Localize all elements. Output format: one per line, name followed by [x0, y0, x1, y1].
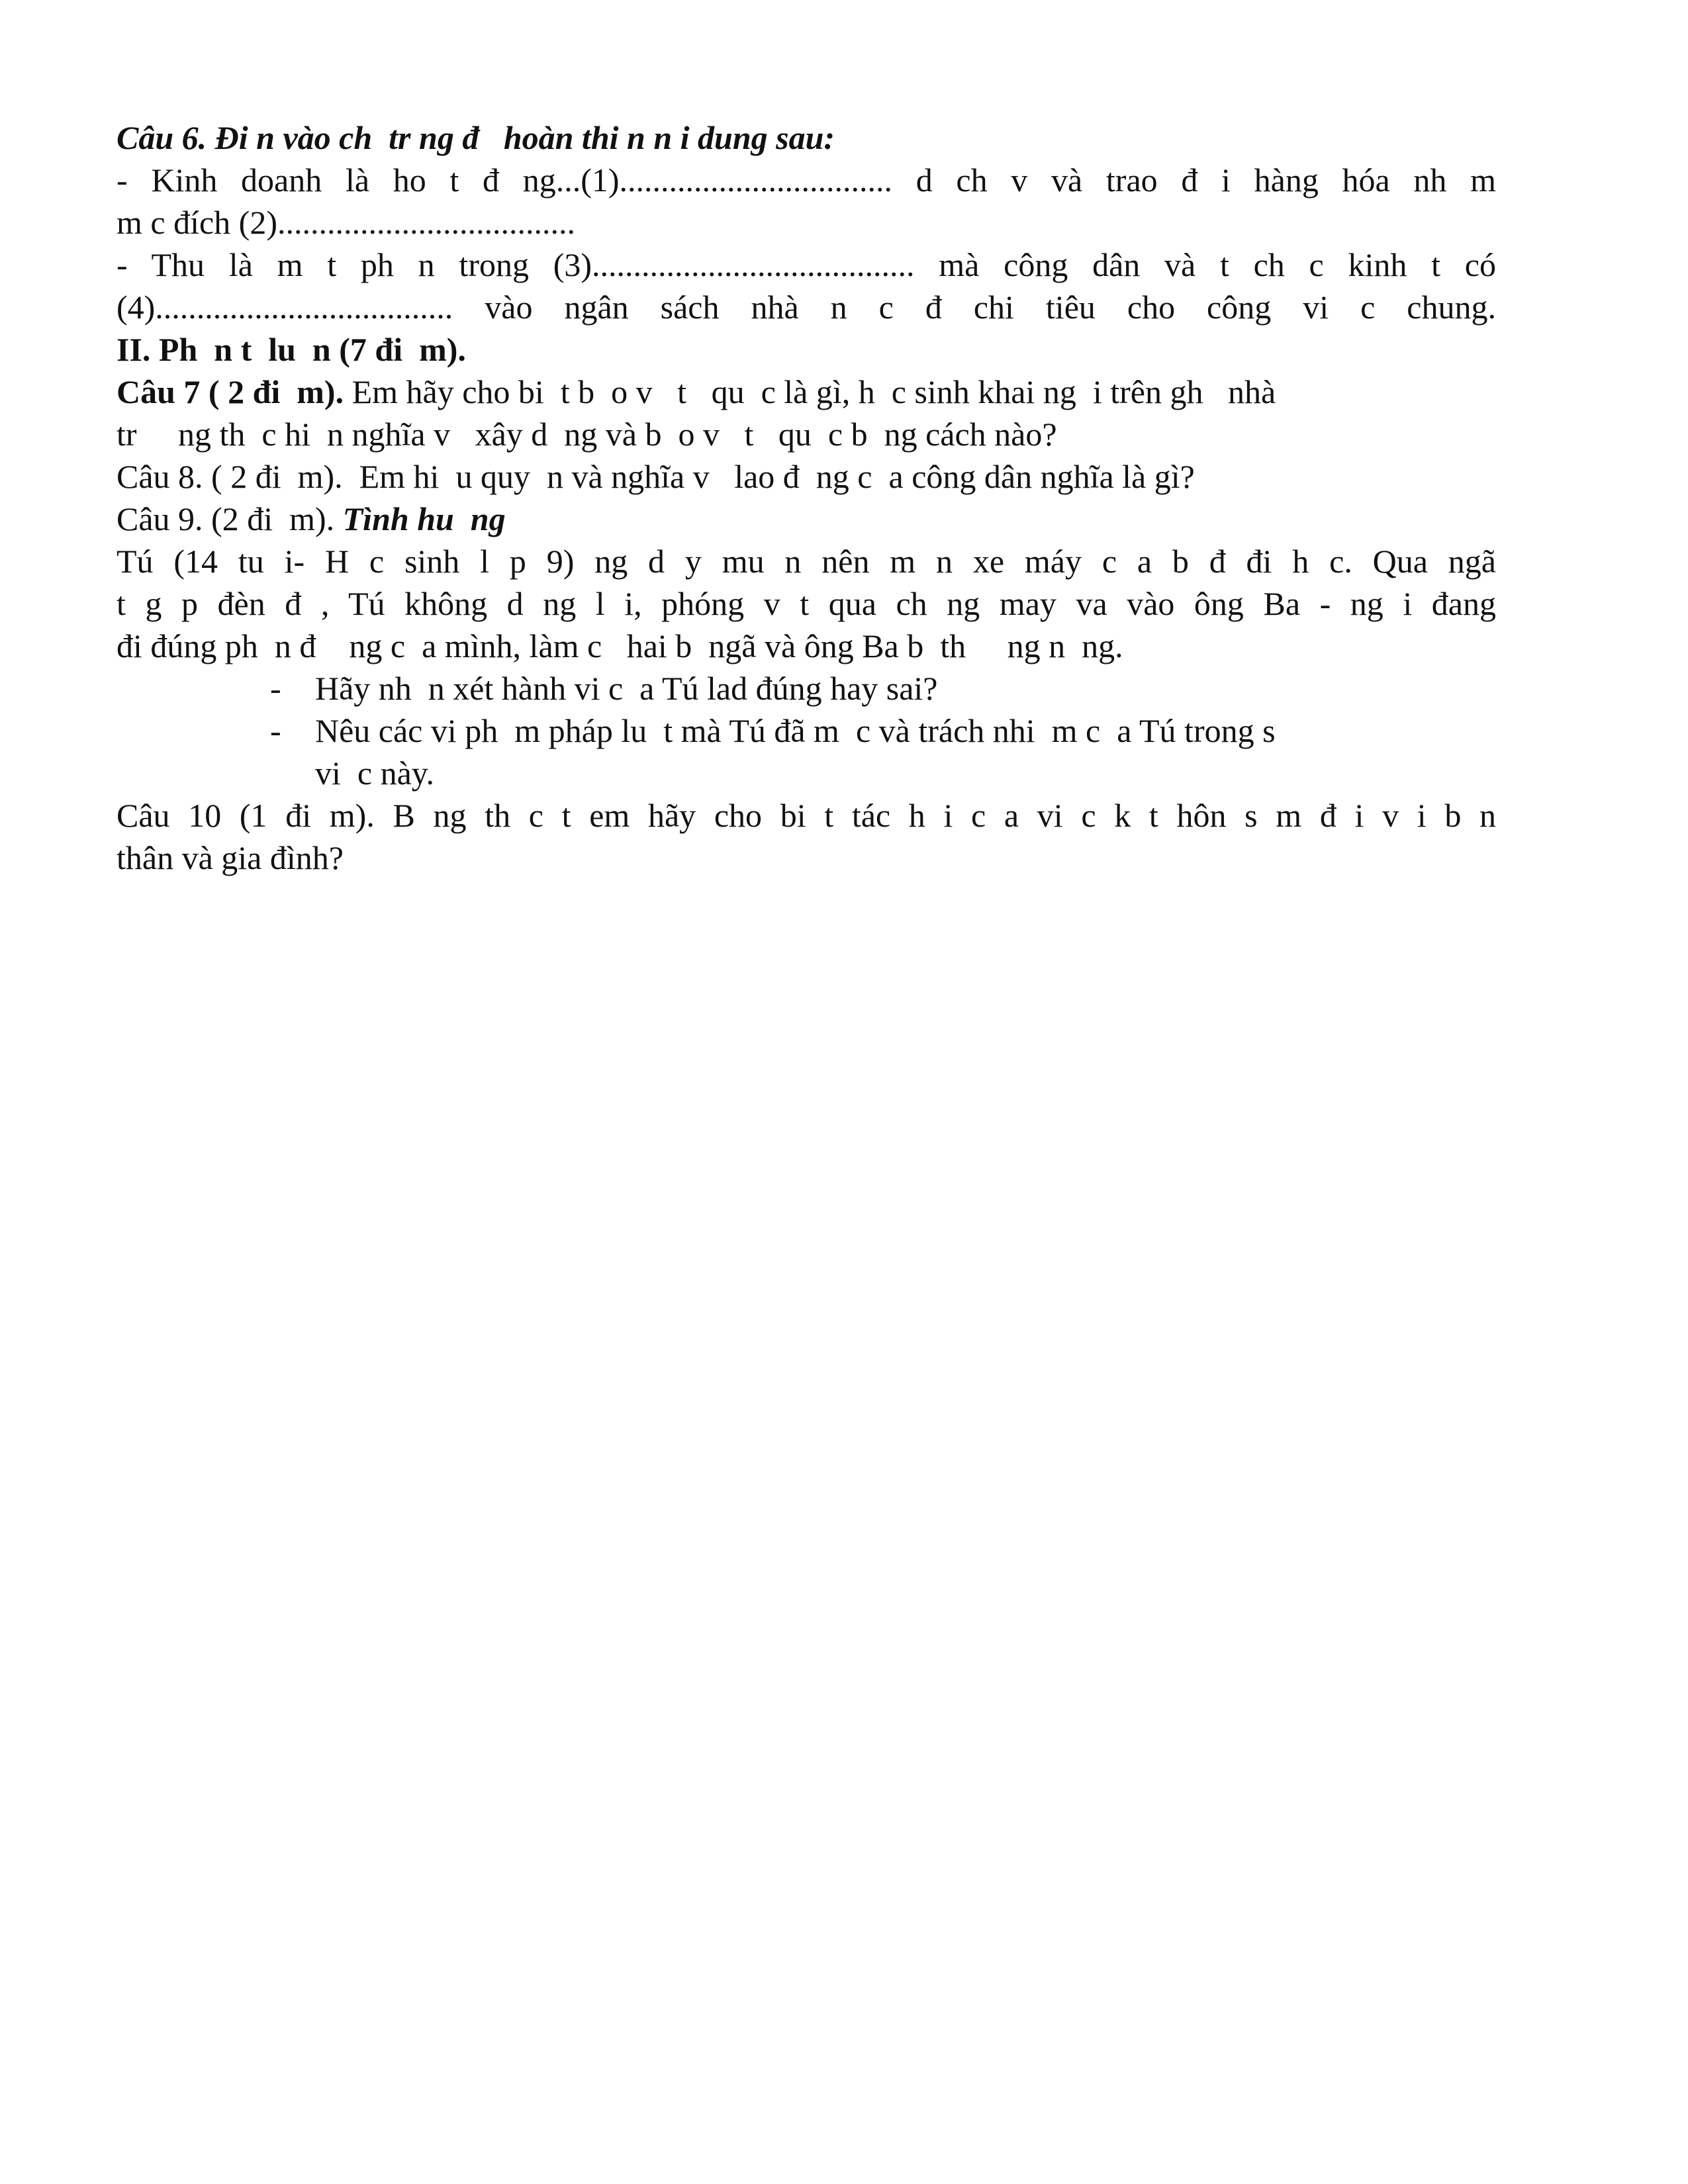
question-7-label: Câu 7 ( 2 đi m).	[117, 373, 344, 410]
question-9-bullet-2	[117, 709, 1496, 752]
question-9-bullet-1	[117, 667, 1496, 709]
question-6-line-3: - Thu là m t ph n trong (3)....................................... mà công dân và t ch c kinh t có	[117, 246, 1496, 283]
question-6-line-4: (4).................................... vào ngân sách nhà n c đ chi tiêu cho công vi c chung.	[117, 289, 1496, 326]
question-9-para-line-2: t g p đèn đ , Tú không d ng l i, phóng v t qua ch ng may va vào ông Ba - ng i đang	[117, 585, 1496, 622]
question-7-text-1: Em hãy cho bi t b o v t qu c là gì, h c sinh khai ng i trên gh nhà	[344, 373, 1276, 410]
document-page	[117, 116, 1496, 879]
bullet-2-text-continued: vi c này.	[315, 754, 435, 792]
section-2-heading: II. Ph n t lu n (7 đi m).	[117, 331, 466, 368]
question-6-line-2: m c đích (2)....................................	[117, 204, 575, 241]
question-8-text: Câu 8. ( 2 đi m). Em hi u quy n và nghĩa v lao đ ng c a công dân nghĩa là gì?	[117, 458, 1195, 495]
question-9-title: Tình hu ng	[342, 500, 506, 537]
bullet-2-text: Nêu các vi ph m pháp lu t mà Tú đã m c và trách nhi m c a Tú trong s	[315, 712, 1276, 749]
question-9-heading	[117, 498, 1496, 540]
question-9-bullet-2-continued	[117, 752, 1496, 794]
bullet-dash: -	[270, 670, 281, 707]
question-7-line-2: tr ng th c hi n nghĩa v xây d ng và b o v t qu c b ng cách nào?	[117, 416, 1057, 453]
question-6-title: Câu 6. Đi n vào ch tr ng đ hoàn thi n n i dung sau:	[117, 119, 835, 156]
bullet-dash: -	[270, 712, 281, 749]
question-9-label: Câu 9. (2 đi m).	[117, 500, 343, 537]
question-7-line-1	[117, 371, 1496, 413]
question-9-para-line-3: đi đúng ph n đ ng c a mình, làm c hai b ngã và ông Ba b th ng n ng.	[117, 627, 1123, 664]
question-10-line-2: thân và gia đình?	[117, 839, 344, 876]
question-9-para-line-1: Tú (14 tu i- H c sinh l p 9) ng d y mu n nên m n xe máy c a b đ đi h c. Qua ngã	[117, 543, 1496, 580]
question-6-line-1: - Kinh doanh là ho t đ ng...(1)................................. d ch v và trao đ i hàng hóa nh m	[117, 161, 1496, 199]
bullet-1-text: Hãy nh n xét hành vi c a Tú lad đúng hay sai?	[315, 670, 938, 707]
question-10-line-1: Câu 10 (1 đi m). B ng th c t em hãy cho bi t tác h i c a vi c k t hôn s m đ i v i b n	[117, 797, 1496, 834]
